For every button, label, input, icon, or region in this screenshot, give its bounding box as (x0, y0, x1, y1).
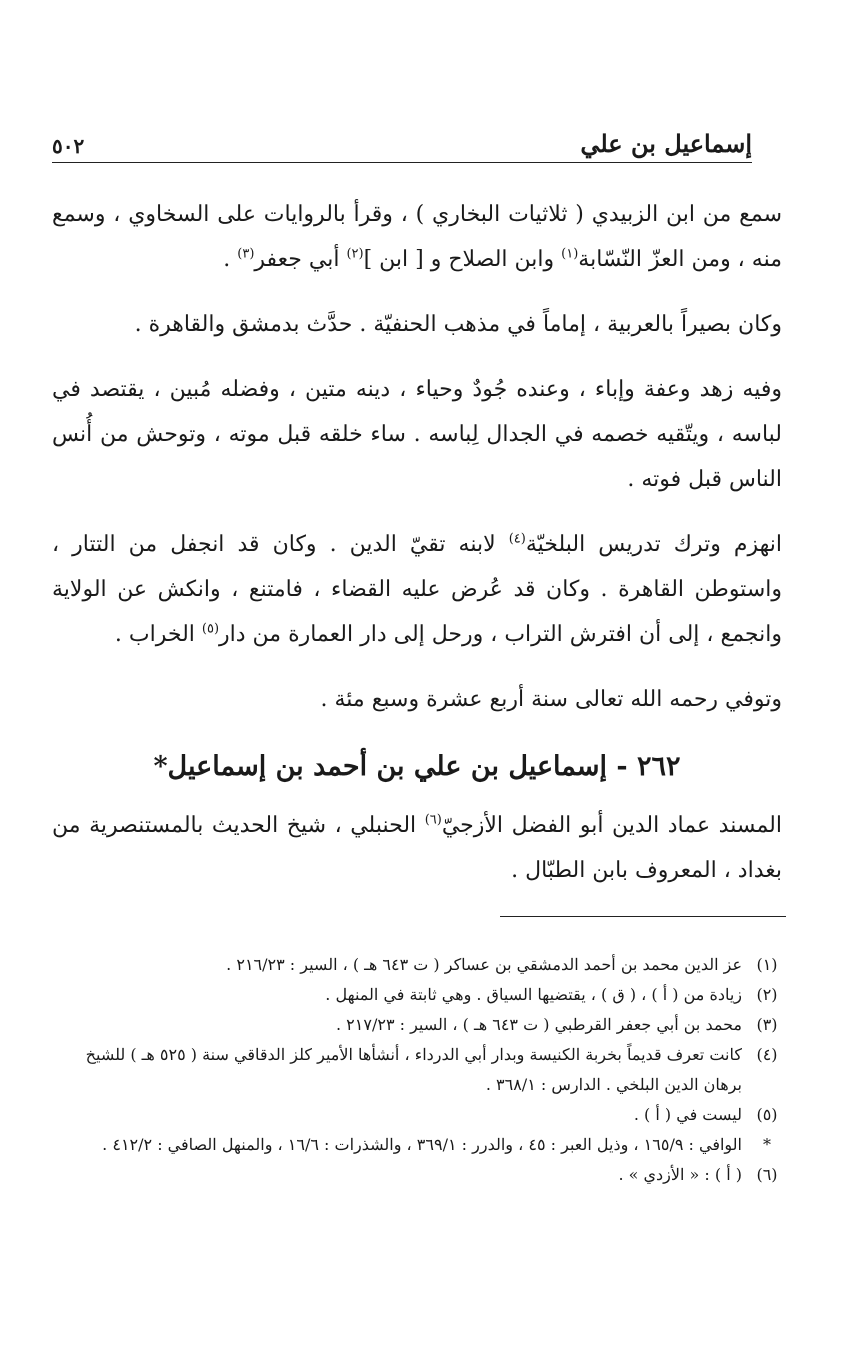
paragraph-5: وتوفي رحمه الله تعالى سنة أربع عشرة وسبع مئة . (320, 687, 782, 712)
footnote-text: الوافي : ١٦٥/٩ ، وذيل العبر : ٤٥ ، والدرر : ٣٦٩/١ ، والشذرات : ١٦/٦ ، والمنهل الصافي : ٤١٢/٢ . (102, 1135, 742, 1154)
footnote-text: كانت تعرف قديماً بخربة الكنيسة وبدار أبي الدرداء ، أنشأها الأمير كلز الدقاقي سنة ( ٥٢٥ هـ ) للشيخ برهان الدين البلخي . الدارس : ٣٦٨/١ . (85, 1045, 742, 1094)
entry-paragraph: المسند عماد الدين أبو الفضل الأزجيّ$^{(٦)}$ الحنبلي ، شيخ الحديث بالمستنصرية من بغداد ، المعروف بابن الطبّال . (52, 812, 782, 883)
paragraph-4: انهزم وترك تدريس البلخيّة$^{(٤)}$ لابنه تقيّ الدين . وكان قد انجفل من التتار ، واستوطن القاهرة . وكان قد عُرض عليه القضاء ، فامتنع ، وانكش عن الولاية وانجمع ، إلى أن افترش التراب ، ورحل إلى دار العمارة من دار$^{(٥)}$ الخراب . (52, 531, 782, 647)
footnote-ref-4: (٤) (508, 531, 526, 547)
footnote-mark: (٤) (756, 1045, 778, 1064)
footnote-ref-5: (٥) (201, 621, 220, 637)
footnote-item (52, 1100, 792, 1130)
footnote-mark: * (763, 1135, 771, 1154)
footnote-item (52, 950, 792, 980)
footnote-mark: (٣) (756, 1015, 778, 1034)
footnote-item (52, 1040, 792, 1100)
footnote-mark: (٥) (756, 1105, 778, 1124)
paragraph-2: وكان بصيراً بالعربية ، إماماً في مذهب الحنفيّة . حدَّث بدمشق والقاهرة . (134, 312, 782, 337)
paragraph-1: سمع من ابن الزبيدي ( ثلاثيات البخاري ) ، وقرأ بالروايات على السخاوي ، وسمع منه ، ومن العزّ النّسّابة$^{(١)}$ وابن الصلاح و [ ابن ]$^{(٢)}$ أبي جعفر$^{(٣)}$ . (52, 202, 782, 272)
footnote-ref-3: (٣) (237, 246, 255, 262)
running-title: إسماعيل بن علي (580, 129, 752, 158)
footnote-text: ليست في ( أ ) . (633, 1105, 742, 1124)
footnote-ref-6: (٦) (424, 812, 442, 828)
footnote-text: زيادة من ( أ ) ، ( ق ) ، يقتضيها السياق . وهي ثابتة في المنهل . (325, 985, 742, 1004)
footnote-text: ( أ ) : « الأزدي » . (618, 1165, 742, 1184)
footnote-text: محمد بن أبي جعفر القرطبي ( ت ٦٤٣ هـ ) ، السير : ٢١٧/٢٣ . (336, 1015, 742, 1034)
footnote-text: عز الدين محمد بن أحمد الدمشقي بن عساكر ( ت ٦٤٣ هـ ) ، السير : ٢١٦/٢٣ . (226, 955, 742, 974)
entry-title: ٢٦٢ - إسماعيل بن علي بن أحمد بن إسماعيل* (153, 751, 681, 782)
footnote-ref-1: (١) (561, 246, 579, 262)
page-number: ٥٠٢ (52, 134, 85, 158)
page-header (52, 118, 752, 163)
footnotes (52, 950, 792, 1190)
paragraph-3: وفيه زهد وعفة وإباء ، وعنده جُودٌ وحياء ، دينه متين ، وفضله مُبين ، يقتصد في لباسه ، ويتّقيه خصمه في الجدال لِباسه . ساء خلقه قبل موته ، وتوحش من أُنس الناس قبل فوته . (52, 377, 782, 492)
footnote-item (52, 1130, 792, 1160)
page-body (52, 192, 782, 913)
footnote-divider (500, 916, 786, 917)
footnote-mark: (٦) (756, 1165, 778, 1184)
footnote-mark: (٢) (756, 985, 778, 1004)
footnote-item (52, 980, 792, 1010)
footnote-item (52, 1160, 792, 1190)
footnote-mark: (١) (756, 955, 778, 974)
footnote-item (52, 1010, 792, 1040)
footnote-ref-2: (٢) (346, 246, 364, 262)
